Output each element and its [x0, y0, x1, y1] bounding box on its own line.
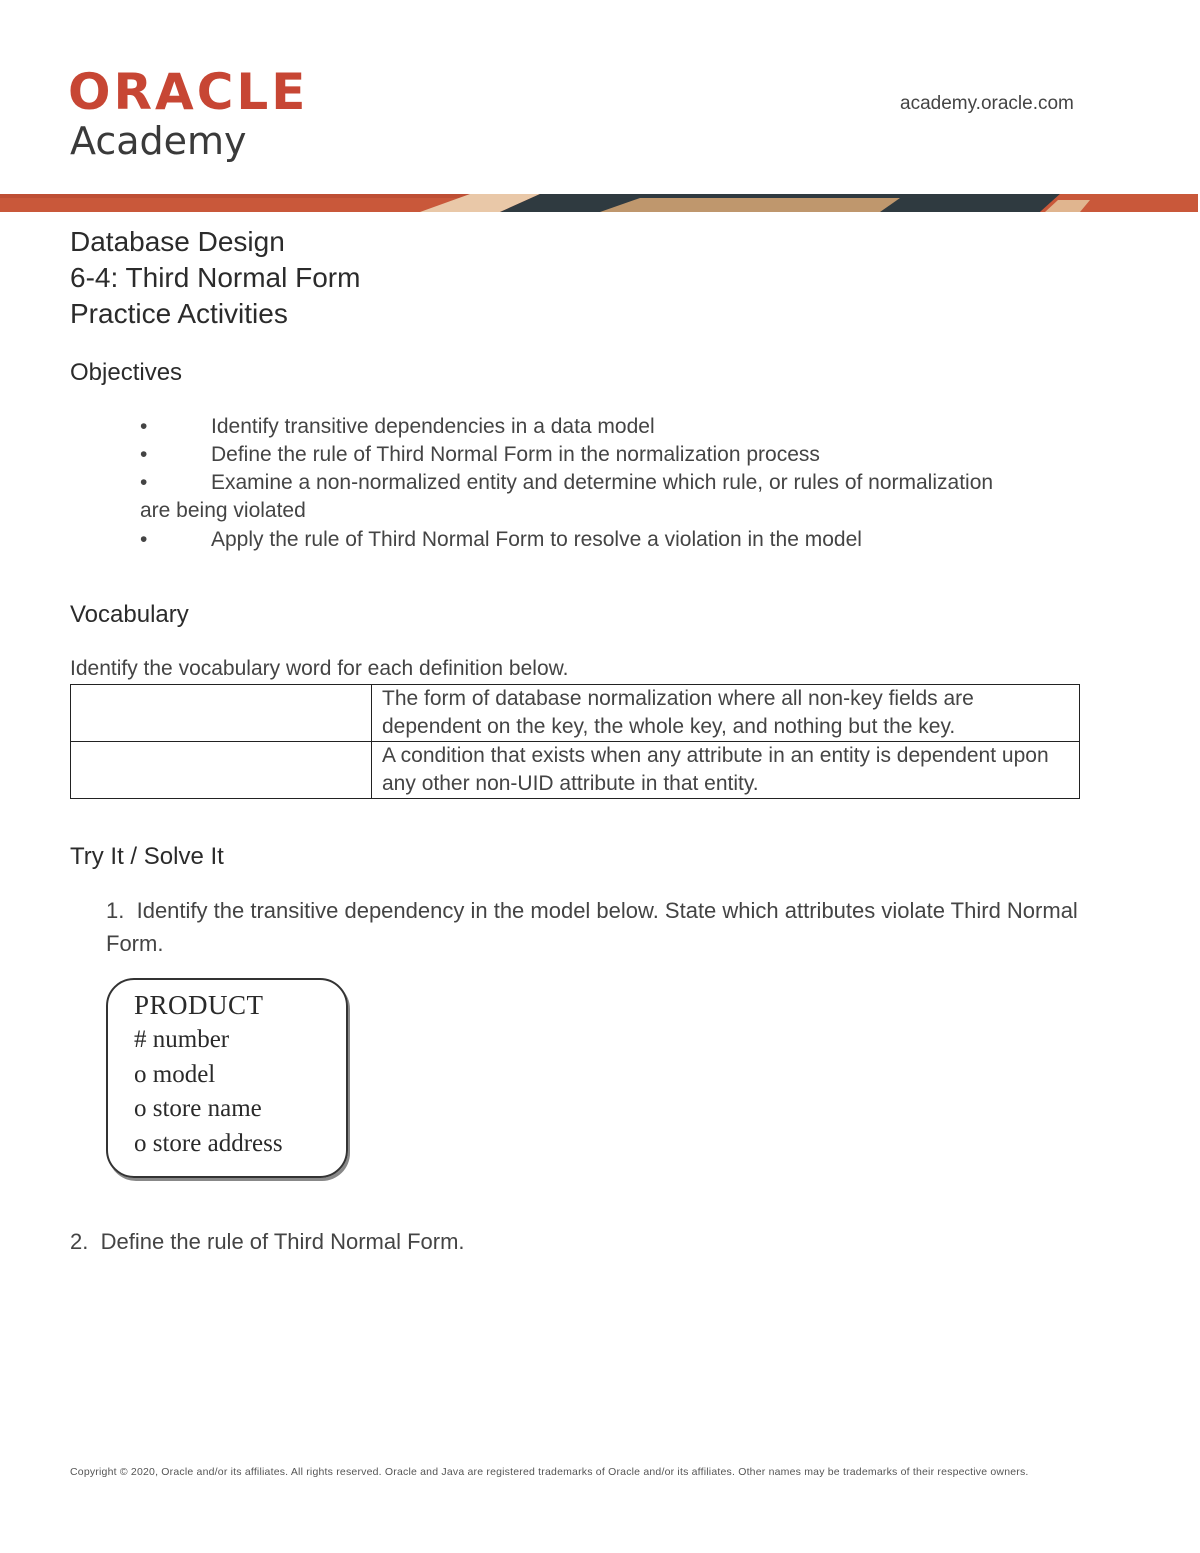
- entity-attribute: # number: [134, 1026, 230, 1053]
- vocabulary-heading: Vocabulary: [70, 601, 189, 628]
- document-type: Practice Activities: [70, 298, 288, 329]
- question-number: 1.: [106, 898, 125, 923]
- question-text: Identify the transitive dependency in the model below. State which attributes violate Third Normal Form.: [106, 898, 1078, 956]
- lesson-title: 6-4: Third Normal Form: [70, 262, 361, 293]
- decorative-header-band: [0, 194, 1198, 212]
- course-title: Database Design: [70, 226, 285, 257]
- vocabulary-definition: A condition that exists when any attribute in an entity is dependent upon any other non-UID attribute in that entity.: [372, 742, 1080, 799]
- table-row: [71, 685, 1080, 742]
- question-2: [70, 1228, 465, 1256]
- entity-attribute: o model: [134, 1061, 216, 1088]
- entity-name: PRODUCT: [134, 990, 264, 1020]
- entity-attribute: o store name: [134, 1095, 262, 1122]
- copyright-notice: Copyright © 2020, Oracle and/or its affiliates. All rights reserved. Oracle and Java are registered trademarks of Oracle and/or its affiliates. Other names may be trademarks of their respective owners.: [70, 1466, 1029, 1478]
- bullet-glyph: •: [140, 415, 148, 438]
- bullet-glyph: •: [140, 471, 148, 494]
- question-1: [106, 894, 1086, 960]
- objective-item: Apply the rule of Third Normal Form to resolve a violation in the model: [211, 528, 862, 551]
- academy-logo-subtitle: Academy: [70, 119, 247, 163]
- question-number: 2.: [70, 1229, 89, 1254]
- objective-item: Examine a non-normalized entity and determine which rule, or rules of normalization: [211, 471, 994, 494]
- objective-item-continuation: are being violated: [140, 499, 306, 522]
- vocabulary-term-blank[interactable]: [71, 685, 372, 742]
- objective-item: Identify transitive dependencies in a data model: [211, 415, 655, 438]
- objectives-heading: Objectives: [70, 359, 183, 386]
- question-text: Define the rule of Third Normal Form.: [100, 1229, 465, 1254]
- vocabulary-term-blank[interactable]: [71, 742, 372, 799]
- bullet-glyph: •: [140, 528, 148, 551]
- table-row: [71, 742, 1080, 799]
- vocabulary-instruction: Identify the vocabulary word for each definition below.: [70, 657, 569, 680]
- vocabulary-definition: The form of database normalization where all non-key fields are dependent on the key, the whole key, and nothing but the key.: [372, 685, 1080, 742]
- oracle-logo-wordmark: ORACLE: [68, 63, 309, 121]
- vocabulary-table: [70, 684, 1080, 799]
- entity-attribute: o store address: [134, 1130, 283, 1157]
- bullet-glyph: •: [140, 443, 148, 466]
- objective-item: Define the rule of Third Normal Form in the normalization process: [211, 443, 820, 466]
- product-entity-diagram: [106, 978, 348, 1178]
- try-it-heading: Try It / Solve It: [70, 843, 224, 870]
- site-url: academy.oracle.com: [900, 93, 1074, 114]
